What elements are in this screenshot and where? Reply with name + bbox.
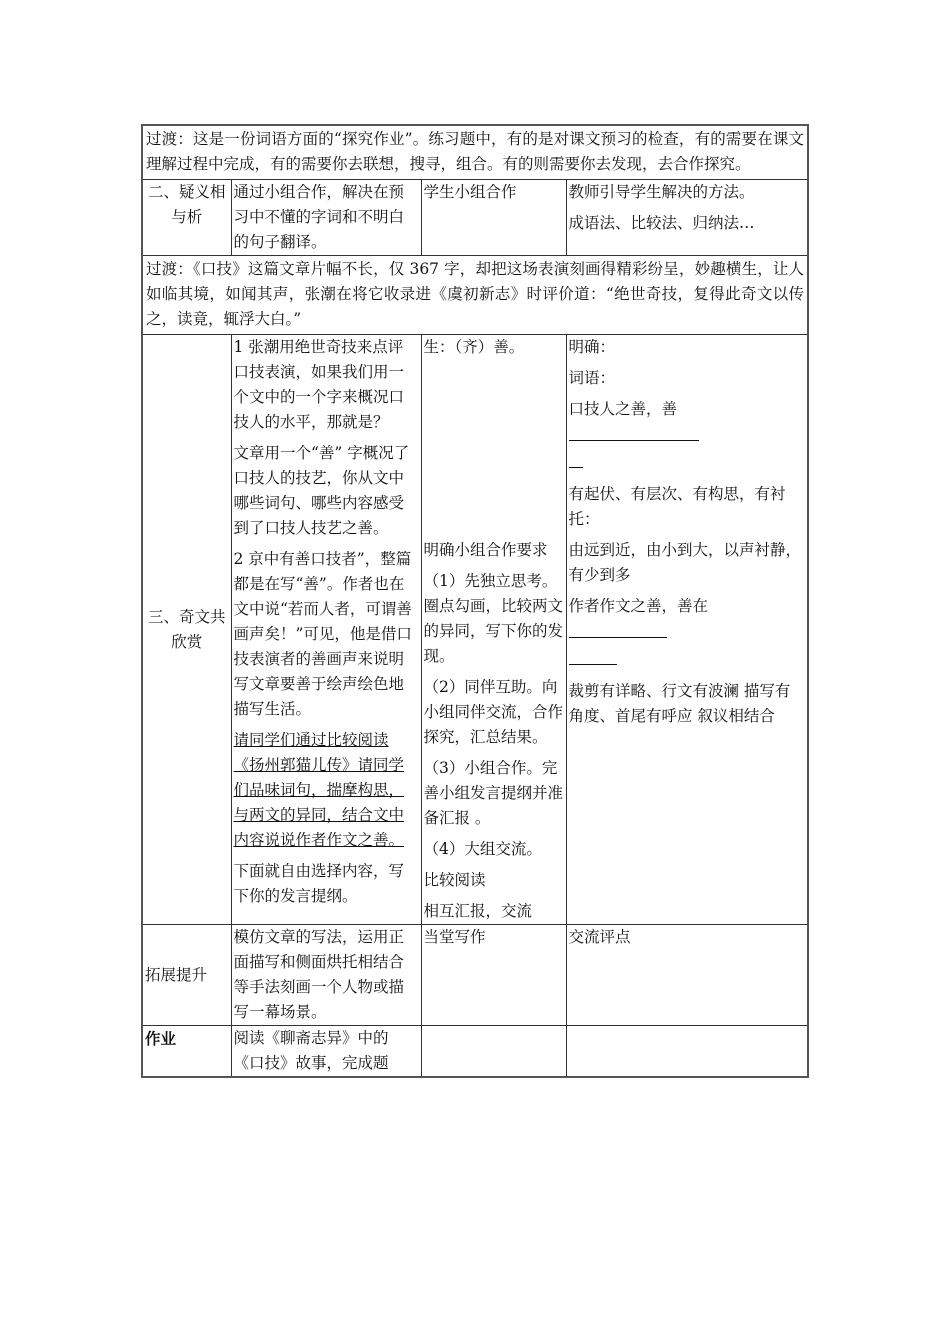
teacher-cell <box>566 335 808 925</box>
teacher-prompt: 口技人之善，善 <box>568 400 678 418</box>
content-paragraph: 2 京中有善口技者”，整篇都是在写“善”。作者也在文中说“若而人者，可谓善画声矣！”可见，他是借口技表演者的善画声来说明写文章要善于绘声绘色地描写生活。 <box>233 550 412 718</box>
student-answer: 生：（齐）善。 <box>423 338 525 356</box>
content-cell: 通过小组合作，解决在预习中不懂的字词和不明白的句子翻译。 <box>231 180 421 256</box>
student-cell <box>421 1026 566 1078</box>
teacher-line: 成语法、比较法、归纳法… <box>568 214 755 232</box>
stage-label: 作业 <box>142 1026 231 1078</box>
student-cell: 当堂写作 <box>421 925 566 1026</box>
content-cell <box>231 335 421 925</box>
content-paragraph-underlined: 请同学们通过比较阅读《扬州郭猫儿传》请同学们品味词句，揣摩构思，与两文的异同，结合文中内容说说作者作文之善。 <box>233 731 405 849</box>
teacher-cell <box>566 1026 808 1078</box>
teacher-line: 有起伏、有层次、有构思，有衬托： <box>568 485 786 528</box>
stage-row-4 <box>142 925 808 1026</box>
teacher-fill-line <box>569 397 806 476</box>
student-line: 比较阅读 <box>423 871 486 889</box>
student-line: 相互汇报，交流 <box>423 902 533 920</box>
student-cell: 学生小组合作 <box>421 180 566 256</box>
content-cell: 模仿文章的写法，运用正面描写和侧面烘托相结合等手法刻画一个人物或描写一幕场景。 <box>231 925 421 1026</box>
teacher-line: 词语： <box>568 369 616 387</box>
content-cell: 阅读《聊斋志异》中的《口技》故事，完成题 <box>231 1026 421 1078</box>
teacher-line: 教师引导学生解决的方法。 <box>568 183 755 201</box>
answer-blank <box>569 422 699 441</box>
teacher-line: 明确： <box>568 338 616 356</box>
content-paragraph: 1 张潮用绝世奇技来点评口技表演，如果我们用一个文中的一个字来概况口技人的水平，那就是？ <box>233 338 405 431</box>
teacher-line: 由远到近，由小到大，以声衬静，有少到多 <box>568 541 802 584</box>
stage-row-5 <box>142 1026 808 1078</box>
teacher-fill-line <box>569 594 806 673</box>
transition-text-1: 过渡：这是一份词语方面的“探究作业”。练习题中，有的是对课文预习的检查，有的需要在课文理解过程中完成，有的需要你去联想，搜寻，组合。有的则需要你去发现，去合作探究。 <box>142 125 808 180</box>
student-line: （2）同伴互助。向小组同伴交流，合作探究，汇总结果。 <box>423 678 564 746</box>
lesson-plan-table <box>141 124 809 1078</box>
teacher-cell: 交流评点 <box>566 925 808 1026</box>
teacher-prompt: 作者作文之善，善在 <box>568 597 709 615</box>
stage-row-3 <box>142 335 808 925</box>
teacher-line: 裁剪有详略、行文有波澜 描写有角度、首尾有呼应 叙议相结合 <box>568 682 791 725</box>
answer-blank <box>569 619 667 638</box>
spacer <box>424 360 564 538</box>
teacher-cell <box>566 180 808 256</box>
lesson-plan-document <box>141 124 807 1078</box>
answer-blank <box>569 646 617 665</box>
transition-row-2 <box>142 256 808 335</box>
transition-row-1 <box>142 125 808 180</box>
student-line: （4）大组交流。 <box>423 840 542 858</box>
content-paragraph: 下面就自由选择内容，写下你的发言提纲。 <box>233 862 405 905</box>
stage-label: 拓展提升 <box>142 925 231 1026</box>
content-paragraph: 文章用一个“善” 字概况了口技人的技艺，你从文中哪些词句、哪些内容感受到了口技人技艺之善。 <box>233 444 410 537</box>
student-line: 明确小组合作要求 <box>423 541 548 559</box>
stage-row-2 <box>142 180 808 256</box>
student-cell <box>421 335 566 925</box>
transition-text-2: 过渡：《口技》这篇文章片幅不长，仅 367 字，却把这场表演刻画得精彩纷呈，妙趣横生，让人如临其境，如闻其声，张潮在将它收录进《虞初新志》时评价道：“绝世奇技，复得此奇文以传之，读竟，辄浮大白。” <box>142 256 808 335</box>
student-line: （1）先独立思考。圈点勾画，比较两文的异同，写下你的发现。 <box>423 572 564 665</box>
answer-blank <box>569 449 583 468</box>
stage-label: 二、疑义相与析 <box>142 180 231 256</box>
student-line: （3）小组合作。完善小组发言提纲并准备汇报 。 <box>423 759 564 827</box>
stage-label: 三、奇文共欣赏 <box>142 335 231 925</box>
